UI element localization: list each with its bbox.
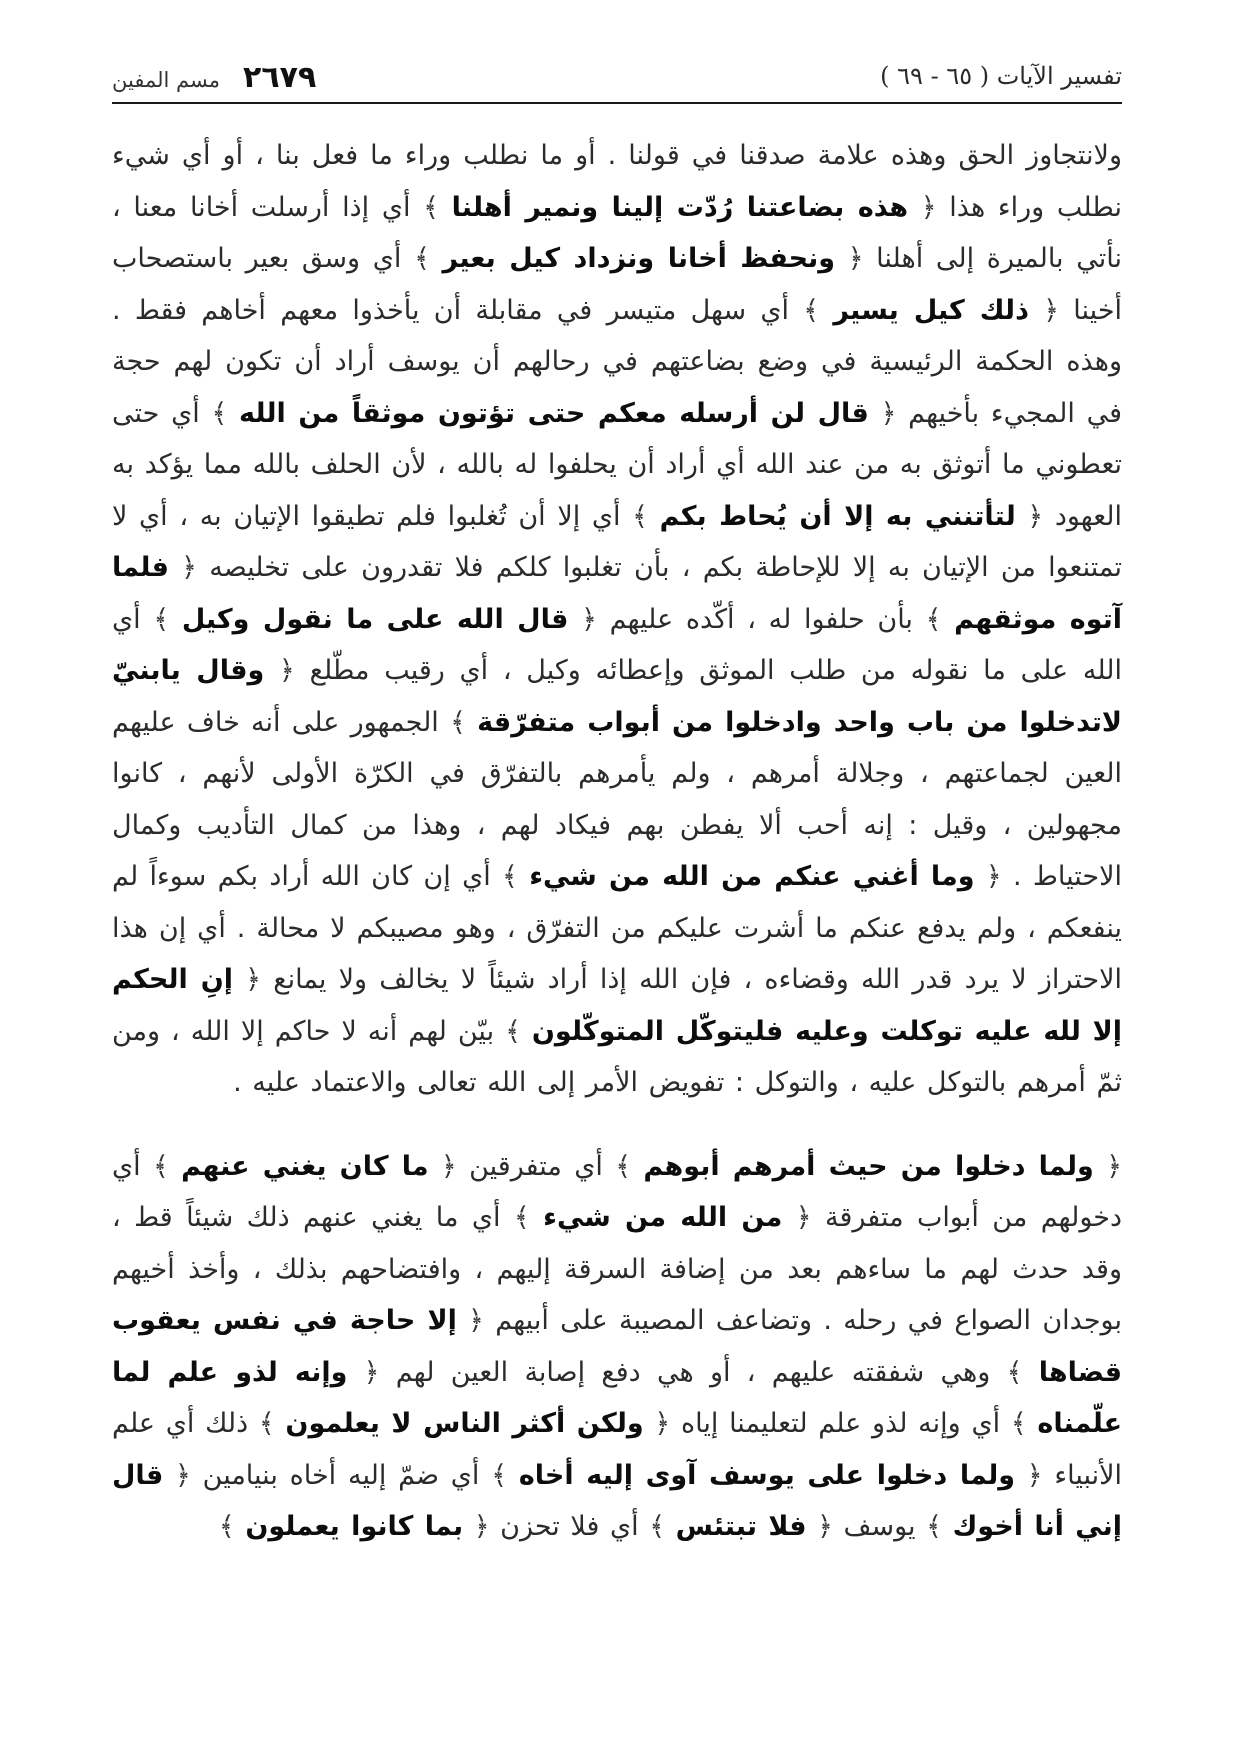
ornate-bracket-close: ﴾: [649, 1511, 676, 1542]
ornate-bracket-close: ﴾: [513, 1202, 544, 1233]
ornate-bracket-close: ﴾: [615, 1150, 644, 1182]
ornate-bracket-close: ﴾: [152, 1150, 182, 1182]
ornate-bracket-close: ﴾: [450, 706, 478, 738]
ornate-bracket-close: ﴾: [153, 603, 182, 635]
commentary-text: أي سهل متيسر في مقابلة أن يأخذوا معهم أخاهم فقط . وهذه الحكمة الرئيسية في وضع بضاعتهم في رحالهم أن يوسف أراد أن تكون لهم حجة في المجيء بأخيهم: [112, 294, 1122, 429]
ornate-bracket-close: ﴾: [632, 500, 660, 532]
ornate-bracket-open: ﴿: [264, 655, 295, 686]
quran-verse: ولكن أكثر الناس لا يعلمون: [285, 1408, 644, 1439]
ornate-bracket-open: ﴿: [835, 243, 864, 274]
quran-verse: وقال يابنيّ لاتدخلوا من باب واحد وادخلوا من أبواب متفرّقة: [112, 655, 1122, 738]
quran-verse: قال لن أرسله معكم حتى تؤتون موثقاً من الله: [239, 397, 869, 429]
commentary-text: أي إذا أرسلت أخانا معنا ، نأتي بالميرة إلى أهلنا: [112, 191, 1122, 274]
commentary-body: [112, 130, 1122, 1553]
quran-verse: وما أغني عنكم من الله من شيء: [529, 861, 975, 892]
commentary-text: أي إلا أن تُغلبوا فلم تطيقوا الإتيان به ، أي لا تمتنعوا من الإتيان به إلا للإحاطة بكم ، بأن تغلبوا كلكم فلا تقدرون على تخليصه: [112, 500, 1123, 583]
surah-name: مسم المفين: [112, 68, 220, 92]
ornate-bracket-open: ﴿: [456, 1305, 484, 1336]
commentary-text: الجمهور على أنه خاف عليهم العين لجماعتهم ، وجلالة أمرهم ، ولم يأمرهم بالتفرّق في الكرّة الأولى لأنهم ، كانوا مجهولين ، وقيل : إنه أحب ألا يفطن بهم فيكاد لهم ، وهذا من كمال التأديب وكمال الاحتياط .: [112, 706, 1123, 892]
ornate-bracket-open: ﴿: [1028, 294, 1060, 326]
ornate-bracket-open: ﴿: [1015, 500, 1044, 532]
ornate-bracket-open: ﴿: [463, 1511, 490, 1542]
ornate-bracket-close: ﴾: [258, 1408, 286, 1439]
commentary-text: وهي شفقته عليهم ، أو هي دفع إصابة العين لهم: [379, 1356, 1007, 1388]
ornate-bracket-open: ﴿: [806, 1511, 833, 1542]
paragraph: [112, 130, 1122, 1109]
commentary-text: أي وسق بعير باستصحاب أخينا: [112, 243, 1123, 326]
header-rule: [112, 102, 1122, 104]
quran-verse: فلما آتوه موثقهم: [112, 552, 1123, 635]
ornate-bracket-open: ﴿: [168, 552, 197, 583]
ornate-bracket-open: ﴿: [868, 397, 897, 429]
commentary-text: أي ما يغني عنهم ذلك شيئاً قط ، وقد حدث لهم ما ساءهم بعد من إضافة السرقة إليهم ، وافتضاحهم بذلك ، وأخذ أخيهم بوجدان الصواع في رحله . وتضاعف المصيبة على أبيهم: [112, 1202, 1123, 1336]
ornate-bracket-open: ﴿: [233, 964, 262, 995]
ornate-bracket-open: ﴿: [1093, 1150, 1123, 1182]
ornate-bracket-close: ﴾: [491, 1459, 519, 1491]
ornate-bracket-open: ﴿: [908, 191, 937, 223]
ornate-bracket-open: ﴿: [428, 1150, 457, 1182]
quran-verse: ذلك كيل يسير: [833, 294, 1029, 326]
ornate-bracket-open: ﴿: [568, 603, 597, 635]
page-number: ٢٦٧٩: [243, 60, 317, 95]
ornate-bracket-close: ﴾: [1010, 1408, 1038, 1439]
quran-verse: ما كان يغني عنهم: [181, 1150, 429, 1182]
ornate-bracket-close: ﴾: [803, 294, 834, 326]
commentary-text: أي دخولهم من أبواب متفرقة: [112, 1150, 1123, 1233]
ornate-bracket-close: ﴾: [925, 603, 955, 635]
page-number-block: [112, 60, 316, 95]
quran-verse: ولما دخلوا من حيث أمرهم أبوهم: [643, 1150, 1094, 1182]
ornate-bracket-open: ﴿: [974, 861, 1002, 892]
running-header: [112, 60, 1122, 104]
ornate-bracket-open: ﴿: [163, 1459, 191, 1491]
commentary-text: أي حتى تعطوني ما أتوثق به من عند الله أي أراد أن يحلفوا له بالله ، لأن الحلف بالله مما يؤكد به العهود: [112, 397, 1122, 532]
commentary-text: أي فلا تحزن: [489, 1511, 650, 1542]
quran-verse: لتأتنني به إلا أن يُحاط بكم: [659, 500, 1016, 532]
quran-verse: من الله من شيء: [543, 1202, 783, 1233]
quran-verse: ولما دخلوا على يوسف آوى إليه أخاه: [518, 1459, 1015, 1491]
ornate-bracket-open: ﴿: [347, 1356, 380, 1388]
commentary-text: بيّن لهم أنه لا حاكم إلا الله ، ومن ثمّ أمرهم بالتوكل عليه ، والتوكل : تفويض الأمر إلى الله تعالى والاعتماد عليه .: [112, 1015, 1122, 1098]
ornate-bracket-open: ﴿: [1015, 1459, 1043, 1491]
ornate-bracket-close: ﴾: [1006, 1356, 1039, 1388]
commentary-text: ذلك أي علم الأنبياء: [112, 1408, 1123, 1491]
quran-verse: إلا حاجة في نفس يعقوب قضاها: [112, 1305, 1122, 1388]
quran-verse: إنِ الحكم إلا لله عليه توكلت وعليه فليتوكّل المتوكّلون: [112, 964, 1123, 1047]
quran-verse: فلا تبتئس: [675, 1511, 807, 1542]
ornate-bracket-close: ﴾: [414, 243, 443, 274]
ornate-bracket-close: ﴾: [926, 1511, 953, 1542]
commentary-text: أي متفرقين: [456, 1150, 616, 1182]
ornate-bracket-close: ﴾: [505, 1015, 532, 1047]
ornate-bracket-close: ﴾: [218, 1511, 246, 1542]
paragraph: [112, 1141, 1122, 1553]
quran-verse: قال الله على ما نقول وكيل: [181, 603, 569, 635]
quran-verse: هذه بضاعتنا رُدّت إلينا ونمير أهلنا: [451, 191, 909, 223]
commentary-text: أي ضمّ إليه أخاه بنيامين: [190, 1459, 492, 1491]
section-title: تفسير الآيات ( ٦٥ - ٦٩ ): [880, 62, 1122, 90]
ornate-bracket-open: ﴿: [643, 1408, 671, 1439]
quran-verse: بما كانوا يعملون: [245, 1511, 464, 1542]
ornate-bracket-close: ﴾: [502, 861, 530, 892]
commentary-text: أي الله على ما نقوله من طلب الموثق وإعطائه وكيل ، أي رقيب مطّلع: [112, 603, 1122, 686]
commentary-text: يوسف: [832, 1511, 927, 1542]
ornate-bracket-close: ﴾: [211, 397, 240, 429]
commentary-text: بأن حلفوا له ، أكّده عليهم: [596, 603, 926, 635]
commentary-text: أي وإنه لذو علم لتعليمنا إياه: [670, 1408, 1011, 1439]
commentary-text: ولانتجاوز الحق وهذه علامة صدقنا في قولنا . أو ما نطلب وراء ما فعل بنا ، أو أي شيء نطلب وراء هذا: [112, 140, 1122, 223]
quran-verse: ونحفظ أخانا ونزداد كيل بعير: [442, 243, 836, 274]
commentary-text: أي إن كان الله أراد بكم سوءاً لم ينفعكم ، ولم يدفع عنكم ما أشرت عليكم من التفرّق ، وهو مصيبكم لا محالة . أي إن هذا الاحتراز لا يرد قدر الله وقضاءه ، فإن الله إذا أراد شيئاً لا يخالف ولا يمانع: [112, 861, 1122, 995]
ornate-bracket-open: ﴿: [782, 1202, 812, 1233]
quran-verse: وإنه لذو علم لما علّمناه: [112, 1356, 1123, 1439]
ornate-bracket-close: ﴾: [423, 191, 452, 223]
quran-verse: قال إني أنا أخوك: [112, 1459, 1122, 1542]
